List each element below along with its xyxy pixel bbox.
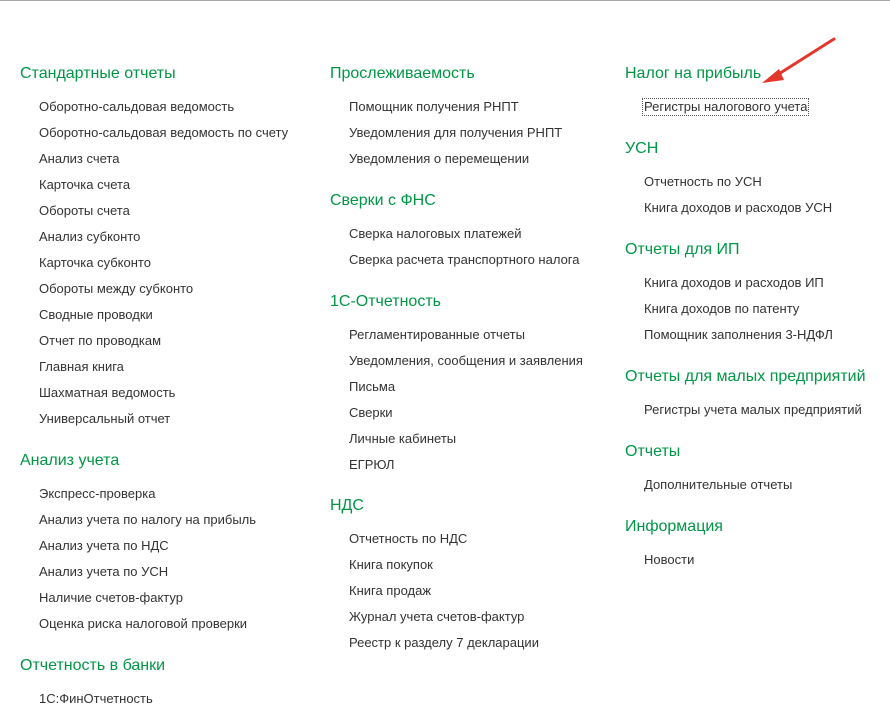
report-link[interactable]: Обороты счета [39, 203, 130, 218]
report-link[interactable]: Помощник заполнения 3-НДФЛ [644, 327, 833, 342]
report-link[interactable]: Анализ субконто [39, 229, 141, 244]
group-title: Прослеживаемость [330, 65, 475, 82]
report-link[interactable]: Оборотно-сальдовая ведомость по счету [39, 125, 289, 140]
report-link[interactable]: Наличие счетов-фактур [39, 590, 183, 605]
red-arrow-icon [760, 36, 840, 86]
report-link[interactable]: Уведомления, сообщения и заявления [349, 353, 583, 368]
report-link[interactable]: Сверка расчета транспортного налога [349, 252, 580, 267]
group-title: Сверки с ФНС [330, 192, 436, 209]
report-link[interactable]: Личные кабинеты [349, 431, 457, 446]
group-title: Отчеты для ИП [625, 241, 740, 258]
group-title: НДС [330, 497, 364, 514]
report-link[interactable]: Анализ счета [39, 151, 120, 166]
report-link[interactable]: Книга доходов по патенту [644, 301, 800, 316]
report-link[interactable]: Оборотно-сальдовая ведомость [39, 99, 235, 114]
report-link[interactable]: Сверка налоговых платежей [349, 226, 522, 241]
group-title: Налог на прибыль [625, 65, 762, 82]
report-link[interactable]: Отчетность по НДС [349, 531, 468, 546]
report-link[interactable]: 1С:ФинОтчетность [39, 691, 153, 706]
report-link[interactable]: Анализ учета по налогу на прибыль [39, 512, 257, 527]
report-link[interactable]: Карточка счета [39, 177, 131, 192]
group-title: Отчеты [625, 443, 681, 460]
report-link[interactable]: Отчетность по УСН [644, 174, 762, 189]
report-link[interactable]: Дополнительные отчеты [644, 477, 793, 492]
report-link[interactable]: Анализ учета по УСН [39, 564, 169, 579]
report-link[interactable]: Отчет по проводкам [39, 333, 162, 348]
top-divider [0, 0, 890, 1]
report-link[interactable]: Регистры налогового учета [644, 99, 808, 114]
report-link[interactable]: Регистры учета малых предприятий [644, 402, 862, 417]
report-link[interactable]: Сверки [349, 405, 393, 420]
report-link[interactable]: Помощник получения РНПТ [349, 99, 519, 114]
report-link[interactable]: Письма [349, 379, 396, 394]
report-link[interactable]: Книга доходов и расходов УСН [644, 200, 833, 215]
report-link[interactable]: Регламентированные отчеты [349, 327, 525, 342]
report-link[interactable]: Журнал учета счетов-фактур [349, 609, 525, 624]
report-link[interactable]: Оценка риска налоговой проверки [39, 616, 248, 631]
group-title: Информация [625, 518, 723, 535]
report-link[interactable]: Главная книга [39, 359, 124, 374]
report-link[interactable]: Обороты между субконто [39, 281, 194, 296]
group-title: Стандартные отчеты [20, 65, 176, 82]
report-link[interactable]: Сводные проводки [39, 307, 153, 322]
group-title: 1С-Отчетность [330, 293, 441, 310]
report-link[interactable]: Книга продаж [349, 583, 432, 598]
report-link[interactable]: Книга покупок [349, 557, 433, 572]
group-title: Анализ учета [20, 452, 120, 469]
report-link[interactable]: Шахматная ведомость [39, 385, 176, 400]
report-link[interactable]: Универсальный отчет [39, 411, 171, 426]
report-link[interactable]: ЕГРЮЛ [349, 457, 395, 472]
report-link[interactable]: Уведомления для получения РНПТ [349, 125, 563, 140]
report-link[interactable]: Экспресс-проверка [39, 486, 156, 501]
report-link[interactable]: Анализ учета по НДС [39, 538, 169, 553]
group-title: Отчеты для малых предприятий [625, 368, 866, 385]
group-title: Отчетность в банки [20, 657, 166, 674]
report-link[interactable]: Новости [644, 552, 695, 567]
report-link[interactable]: Уведомления о перемещении [349, 151, 530, 166]
report-link[interactable]: Реестр к разделу 7 декларации [349, 635, 539, 650]
report-link[interactable]: Карточка субконто [39, 255, 151, 270]
group-title: УСН [625, 140, 659, 157]
report-link[interactable]: Книга доходов и расходов ИП [644, 275, 824, 290]
